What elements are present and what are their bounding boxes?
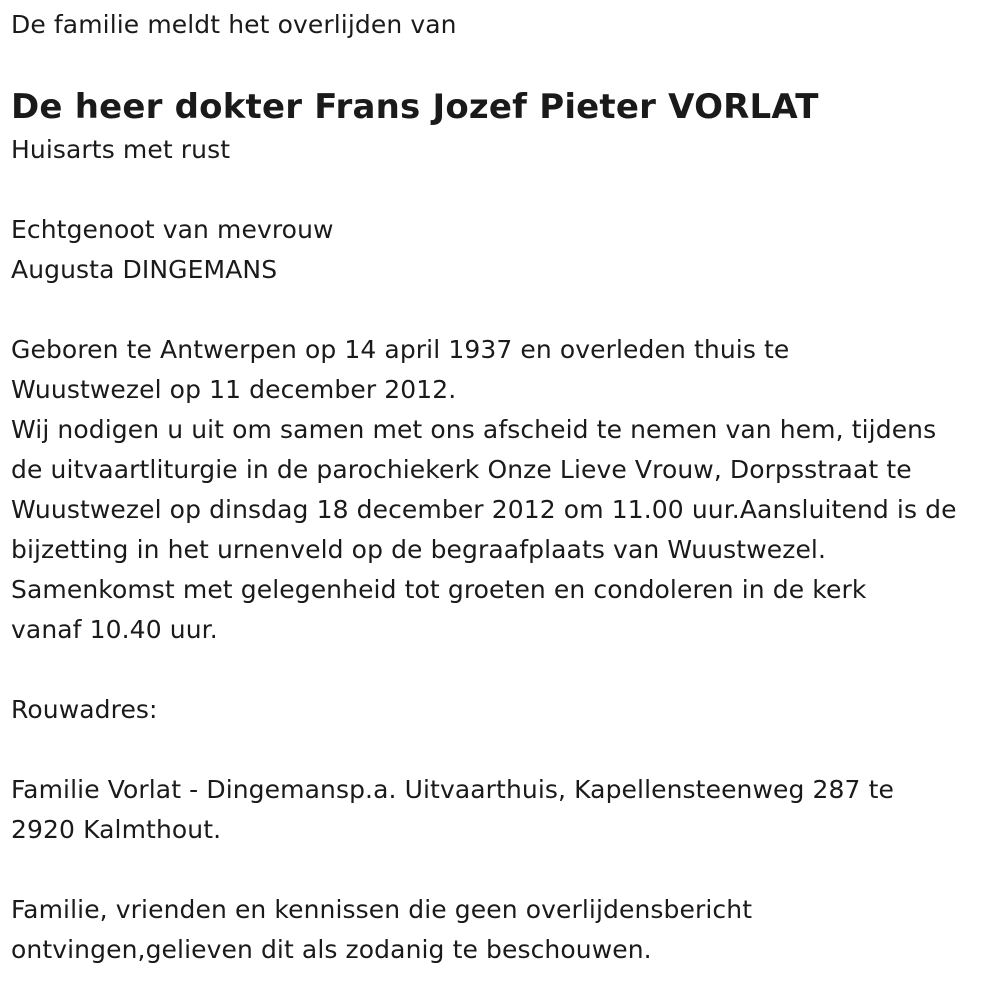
spacer xyxy=(11,170,996,210)
address-line: 2920 Kalmthout. xyxy=(11,815,222,844)
spacer xyxy=(11,730,996,770)
details-line: vanaf 10.40 uur. xyxy=(11,615,218,644)
details-line: Wuustwezel op 11 december 2012. xyxy=(11,375,457,404)
address-line: Familie Vorlat - Dingemansp.a. Uitvaarthuis, Kapellensteenweg 287 te xyxy=(11,775,894,804)
spacer xyxy=(11,650,996,690)
intro-text: De familie meldt het overlijden van xyxy=(11,10,457,39)
address-label: Rouwadres: xyxy=(11,695,158,724)
spacer xyxy=(11,850,996,890)
deceased-name: De heer dokter Frans Jozef Pieter VORLAT xyxy=(11,87,819,127)
spouse-line-2: Augusta DINGEMANS xyxy=(11,255,278,284)
closing-line: Familie, vrienden en kennissen die geen overlijdensbericht xyxy=(11,895,753,924)
death-notice xyxy=(11,0,996,970)
spouse-line-1: Echtgenoot van mevrouw xyxy=(11,215,334,244)
details-line: de uitvaartliturgie in de parochiekerk Onze Lieve Vrouw, Dorpsstraat te xyxy=(11,455,912,484)
details-line: Wuustwezel op dinsdag 18 december 2012 om 11.00 uur.Aansluitend is de xyxy=(11,495,957,524)
details-line: Samenkomst met gelegenheid tot groeten en condoleren in de kerk xyxy=(11,575,867,604)
spacer xyxy=(11,290,996,330)
details-line: bijzetting in het urnenveld op de begraafplaats van Wuustwezel. xyxy=(11,535,827,564)
profession-text: Huisarts met rust xyxy=(11,135,231,164)
details-line: Geboren te Antwerpen op 14 april 1937 en overleden thuis te xyxy=(11,335,790,364)
details-line: Wij nodigen u uit om samen met ons afscheid te nemen van hem, tijdens xyxy=(11,415,937,444)
closing-line: ontvingen,gelieven dit als zodanig te beschouwen. xyxy=(11,935,652,964)
